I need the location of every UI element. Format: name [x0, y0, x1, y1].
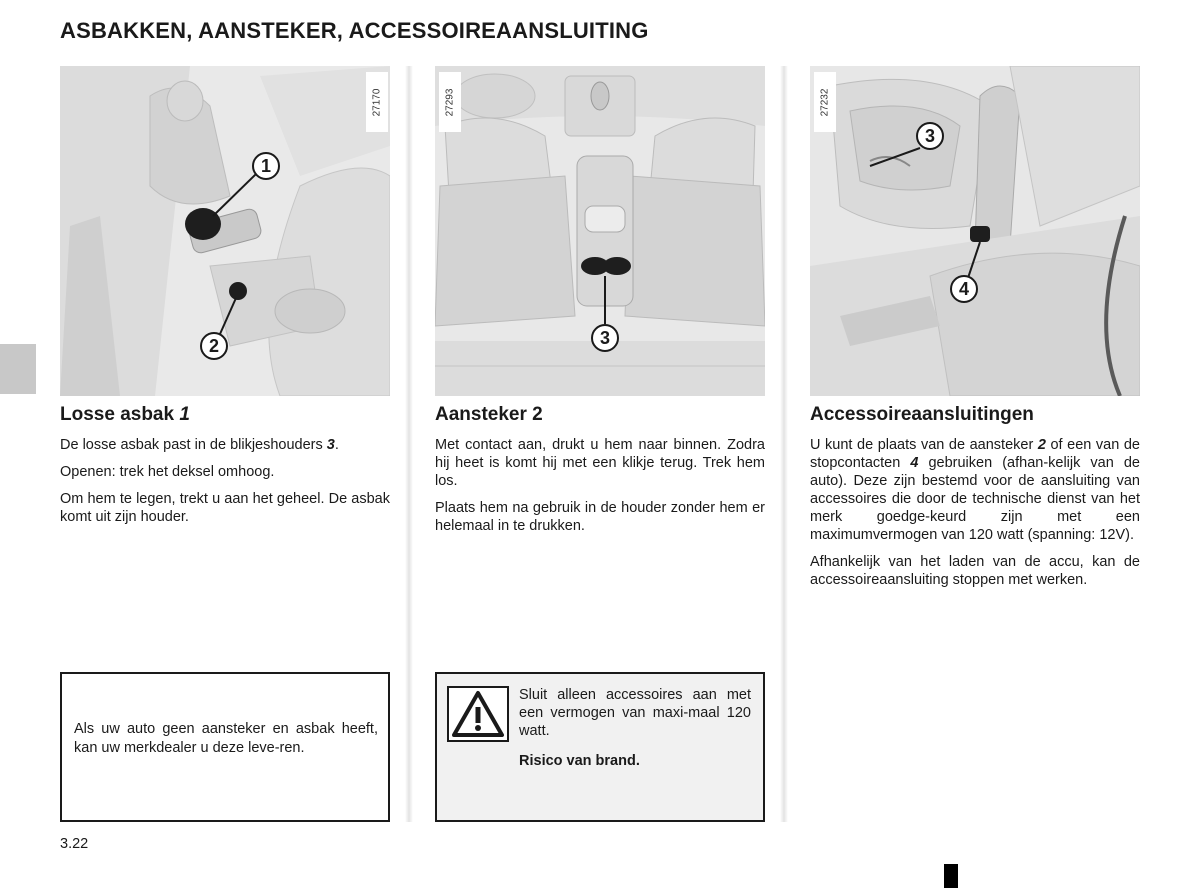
lighter-illustration — [435, 66, 765, 396]
paragraph: Afhankelijk van het laden van de accu, kan de accessoireaansluiting stoppen met werken. — [810, 554, 1140, 588]
figure-code: 27170 — [366, 72, 388, 132]
column-divider — [405, 66, 413, 822]
column-accessory-sockets — [810, 66, 1140, 598]
callout-4: 4 — [950, 275, 978, 303]
warning-emphasis: Risico van brand. — [519, 753, 640, 769]
note-box — [60, 672, 390, 822]
warning-text: Sluit alleen accessoires aan met een vermogen van maxi-maal 120 watt. — [519, 687, 751, 739]
paragraph: Met contact aan, drukt u hem naar binnen. Zodra hij heet is komt hij met een klikje terug. Trek hem los. — [435, 437, 765, 489]
rear-seat-drawing — [810, 66, 1140, 396]
section-heading: Accessoireaansluitingen — [810, 404, 1034, 425]
callout-1: 1 — [252, 152, 280, 180]
page-title: ASBAKKEN, AANSTEKER, ACCESSOIREAANSLUITING — [60, 18, 649, 43]
figure-code: 27232 — [814, 72, 836, 132]
column-ashtray — [60, 66, 390, 535]
warning-box — [435, 672, 765, 822]
heading-ref: 1 — [179, 404, 190, 425]
paragraph: Om hem te legen, trekt u aan het geheel. De asbak komt uit zijn houder. — [60, 491, 390, 525]
warning-triangle-icon — [447, 686, 509, 742]
section-tab-marker — [0, 344, 36, 394]
section-heading: Aansteker 2 — [435, 404, 543, 425]
callout-3: 3 — [591, 324, 619, 352]
section-heading: Losse asbak 1 — [60, 404, 190, 425]
page-number: 3.22 — [60, 836, 89, 852]
ashtray-illustration — [60, 66, 390, 396]
paragraph: Openen: trek het deksel omhoog. — [60, 464, 275, 480]
page-edge-mark — [944, 864, 958, 888]
paragraph: Plaats hem na gebruik in de houder zonder hem er helemaal in te drukken. — [435, 500, 765, 534]
figure-code: 27293 — [439, 72, 461, 132]
accessory-socket-illustration — [810, 66, 1140, 396]
paragraph: De losse asbak past in de blikjeshouders 3. — [60, 437, 339, 453]
callout-3: 3 — [916, 122, 944, 150]
column-lighter — [435, 66, 765, 544]
callout-2: 2 — [200, 332, 228, 360]
paragraph: U kunt de plaats van de aansteker 2 of een van de stopcontacten 4 gebruiken (afhan-kelijk van de auto). Deze zijn bestemd voor de aansluiting van accessoires die door de technische dienst van het merk goedge-keurd zijn met een maximumvermogen van 120 watt (spanning: 12V). — [810, 437, 1140, 543]
column-divider — [780, 66, 788, 822]
note-text: Als uw auto geen aansteker en asbak heeft, kan uw merkdealer u deze leve-ren. — [74, 721, 378, 756]
